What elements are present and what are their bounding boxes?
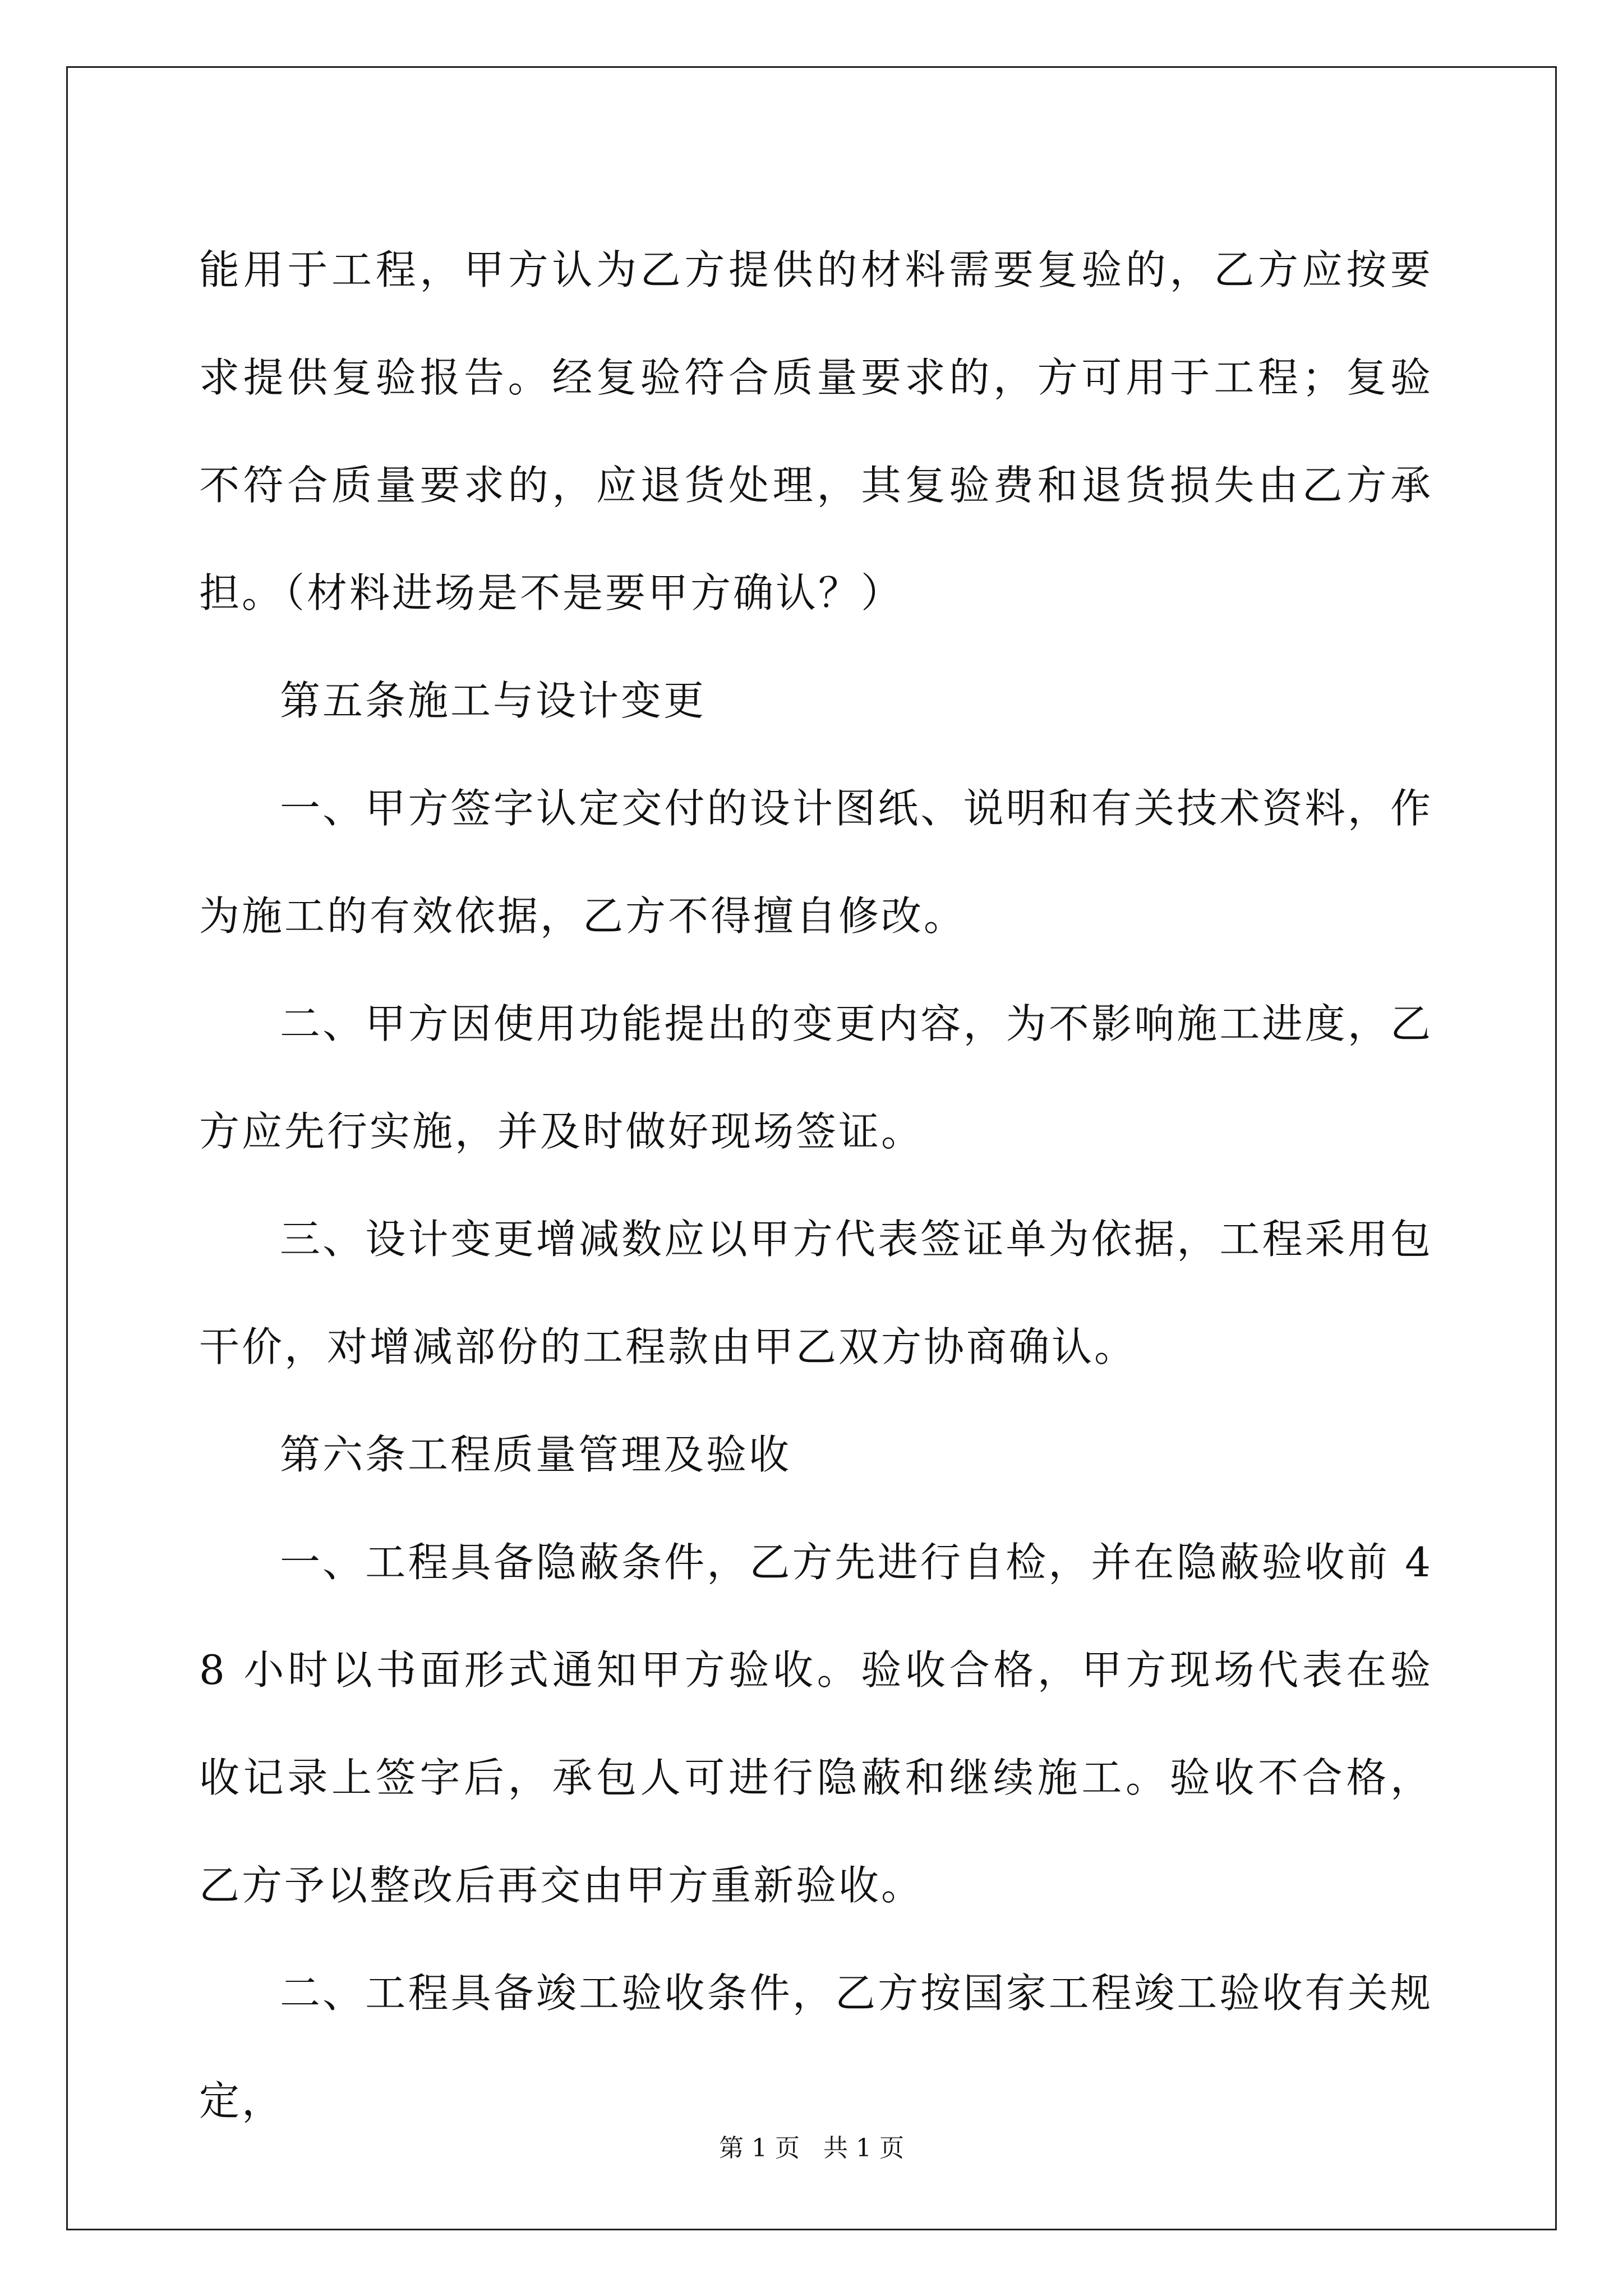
paragraph-article-6-item-2: 二、工程具备竣工验收条件，乙方按国家工程竣工验收有关规定， — [199, 1970, 1433, 2124]
paragraph-article-5-item-1: 一、甲方签字认定交付的设计图纸、说明和有关技术资料，作为施工的有效依据，乙方不得擅自修改。 — [199, 785, 1433, 940]
section-heading-article-6: 第六条工程质量管理及验收 — [280, 1431, 792, 1478]
paragraph-article-5-item-3: 三、设计变更增减数应以甲方代表签证单为依据，工程采用包干价，对增减部份的工程款由甲乙双方协商确认。 — [199, 1216, 1433, 1370]
section-heading-article-5: 第五条施工与设计变更 — [280, 677, 707, 724]
page-total: 共 1 页 — [823, 2134, 904, 2162]
paragraph-article-5-item-2: 二、甲方因使用功能提出的变更内容，为不影响施工进度，乙方应先行实施，并及时做好现场签证。 — [199, 1000, 1433, 1155]
paragraph-material-recheck: 能用于工程，甲方认为乙方提供的材料需要复验的，乙方应按要求提供复验报告。经复验符合质量要求的，方可用于工程；复验不符合质量要求的，应退货处理，其复验费和退货损失由乙方承担。（材料进场是不是要甲方确认？） — [199, 246, 1433, 616]
page-number: 第 1 页 — [719, 2134, 800, 2162]
document-body — [199, 216, 1433, 2155]
page-footer — [0, 2132, 1623, 2165]
paragraph-article-6-item-1: 一、工程具备隐蔽条件，乙方先进行自检，并在隐蔽验收前 48 小时以书面形式通知甲方验收。验收合格，甲方现场代表在验收记录上签字后，承包人可进行隐蔽和继续施工。验收不合格，乙方予以整改后再交由甲方重新验收。 — [199, 1539, 1433, 1909]
